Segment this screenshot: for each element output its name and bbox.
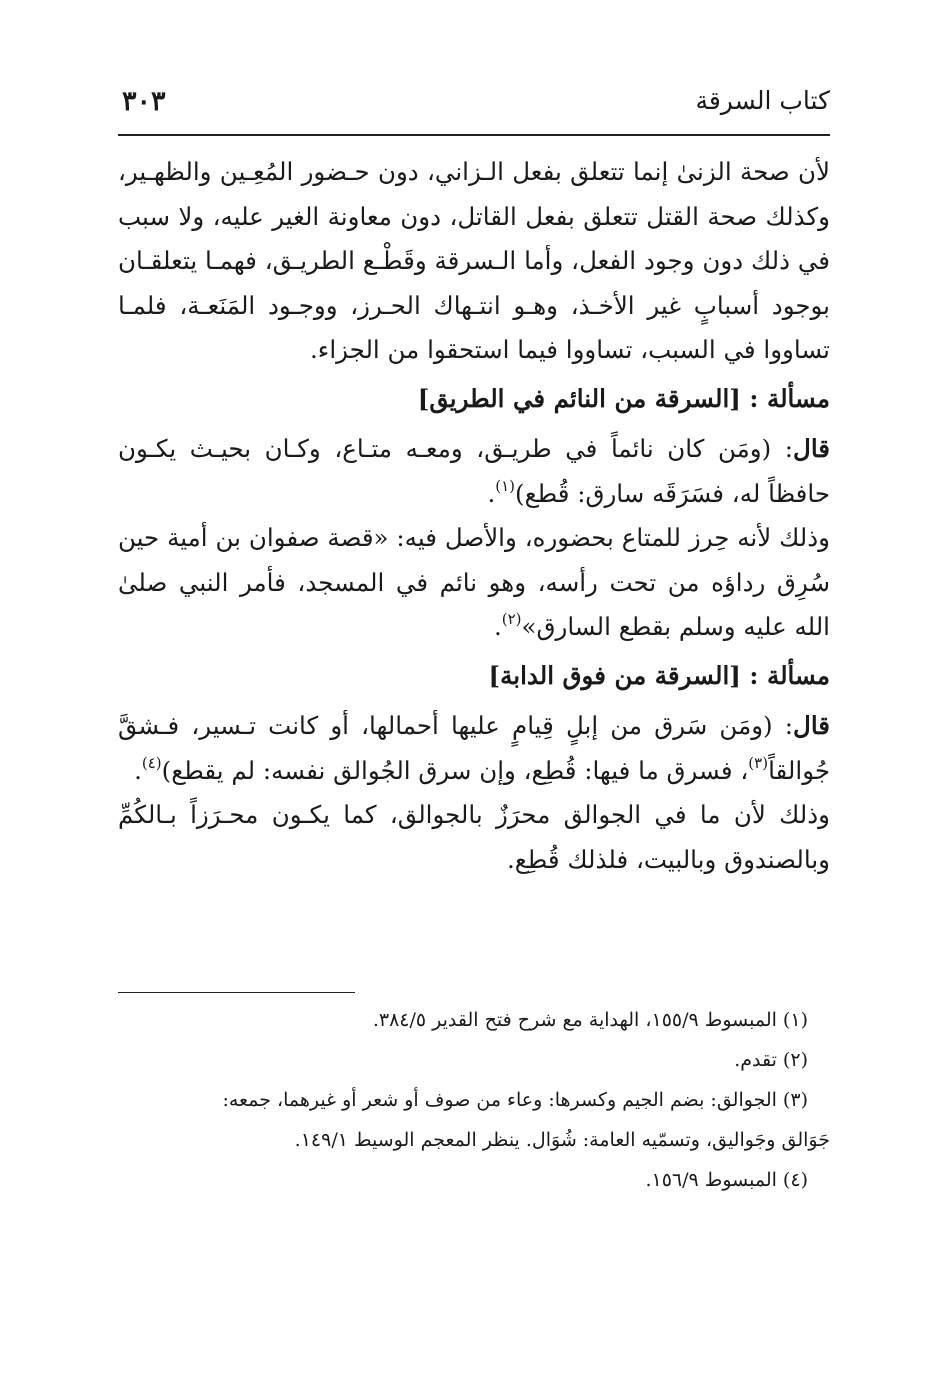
paragraph-3: [118, 516, 830, 650]
paragraph-4: [118, 704, 830, 793]
paragraph-4-end: .: [134, 755, 142, 785]
footnote-ref-3: (٣): [748, 753, 769, 772]
header-rule: [118, 134, 830, 136]
footnote-ref-4: (٤): [141, 753, 162, 772]
heading-2-title: [السرقة من فوق الدابة]: [488, 660, 741, 690]
footnotes: [118, 1000, 830, 1200]
footnote-separator: [118, 992, 355, 993]
paragraph-4-text-b: ، فسرق ما فيها: قُطِع، وإن سرق الجُوالق نفسه: لم يقطع): [161, 755, 749, 785]
page-header: [118, 86, 830, 126]
paragraph-2: [118, 427, 830, 516]
paragraph-5: وذلك لأن ما في الجوالق محرَزٌ بالجوالق، كما يكـون محـرَزاً بـالكُمِّ وبالصندوق وبالبيت، فلذلك قُطِع.: [118, 800, 830, 874]
heading-1-lead: مسألة :: [749, 383, 830, 413]
page-number: ٣٠٣: [122, 86, 166, 117]
main-text: [118, 150, 830, 882]
paragraph-3-text: وذلك لأنه حِرز للمتاع بحضوره، والأصل فيه: «قصة صفوان بن أمية حين سُرِق رداؤه من تحت رأسه، وهو نائم في المسجد، فأمر النبي صلىٰ الله عليه وسلم بقطع السارق»: [118, 523, 830, 641]
footnote-1: (١) المبسوط ١٥٥/٩، الهداية مع شرح فتح القدير ٣٨٤/٥.: [372, 1009, 808, 1031]
footnote-3-continued: جَوَالق وجَواليق، وتسمّيه العامة: شُوَال. ينظر المعجم الوسيط ١٤٩/١.: [294, 1129, 830, 1151]
paragraph-2-end: .: [487, 478, 496, 508]
footnote-ref-1: (١): [495, 476, 516, 495]
section-heading-2: [118, 654, 830, 699]
footnote-4: (٤) المبسوط ١٥٦/٩.: [645, 1169, 808, 1191]
section-heading-1: [118, 377, 830, 422]
paragraph-3-end: .: [493, 612, 502, 641]
footnote-ref-2: (٢): [501, 610, 522, 628]
footnote-2: (٢) تقدم.: [734, 1049, 808, 1071]
running-title: كتاب السرقة: [695, 86, 830, 115]
book-page: [118, 0, 830, 1378]
paragraph-1: لأن صحة الزنىٰ إنما تتعلق بفعل الـزاني، دون حـضور المُعِـين والظهـير، وكذلك صحة القتل تتعلق بفعل القاتل، دون معاونة الغير عليه، ولا سبب في ذلك دون وجود الفعل، وأما الـسرقة وقَطْـع الطريـق، فهمـا يتعلقـان بوجود أسبابٍ غير الأخـذ، وهـو انتـهاك الحـرز، ووجـود المَنَعـة، فلمـا تساووا في السبب، تساووا فيما استحقوا من الجزاء.: [118, 157, 830, 364]
heading-1-title: [السرقة من النائم في الطريق]: [417, 383, 741, 413]
paragraph-4-text-a: : (ومَن سَرق من إبلٍ قِيامٍ عليها أحمالها، أو كانت تـسير، فـشقَّ جُوالقاً: [118, 711, 830, 785]
paragraph-2-text: : (ومَن كان نائماً في طريـق، ومعـه متـاع، وكـان بحيـث يكـون حافظاً له، فسَرَقَه سارق: قُطع): [118, 434, 830, 508]
footnote-3: (٣) الجوالق: بضم الجيم وكسرها: وعاء من صوف أو شعر أو غيرهما، جمعه:: [222, 1089, 808, 1111]
paragraph-2-lead: قال: [793, 434, 830, 463]
paragraph-4-lead: قال: [793, 711, 830, 740]
heading-2-lead: مسألة :: [749, 660, 830, 690]
